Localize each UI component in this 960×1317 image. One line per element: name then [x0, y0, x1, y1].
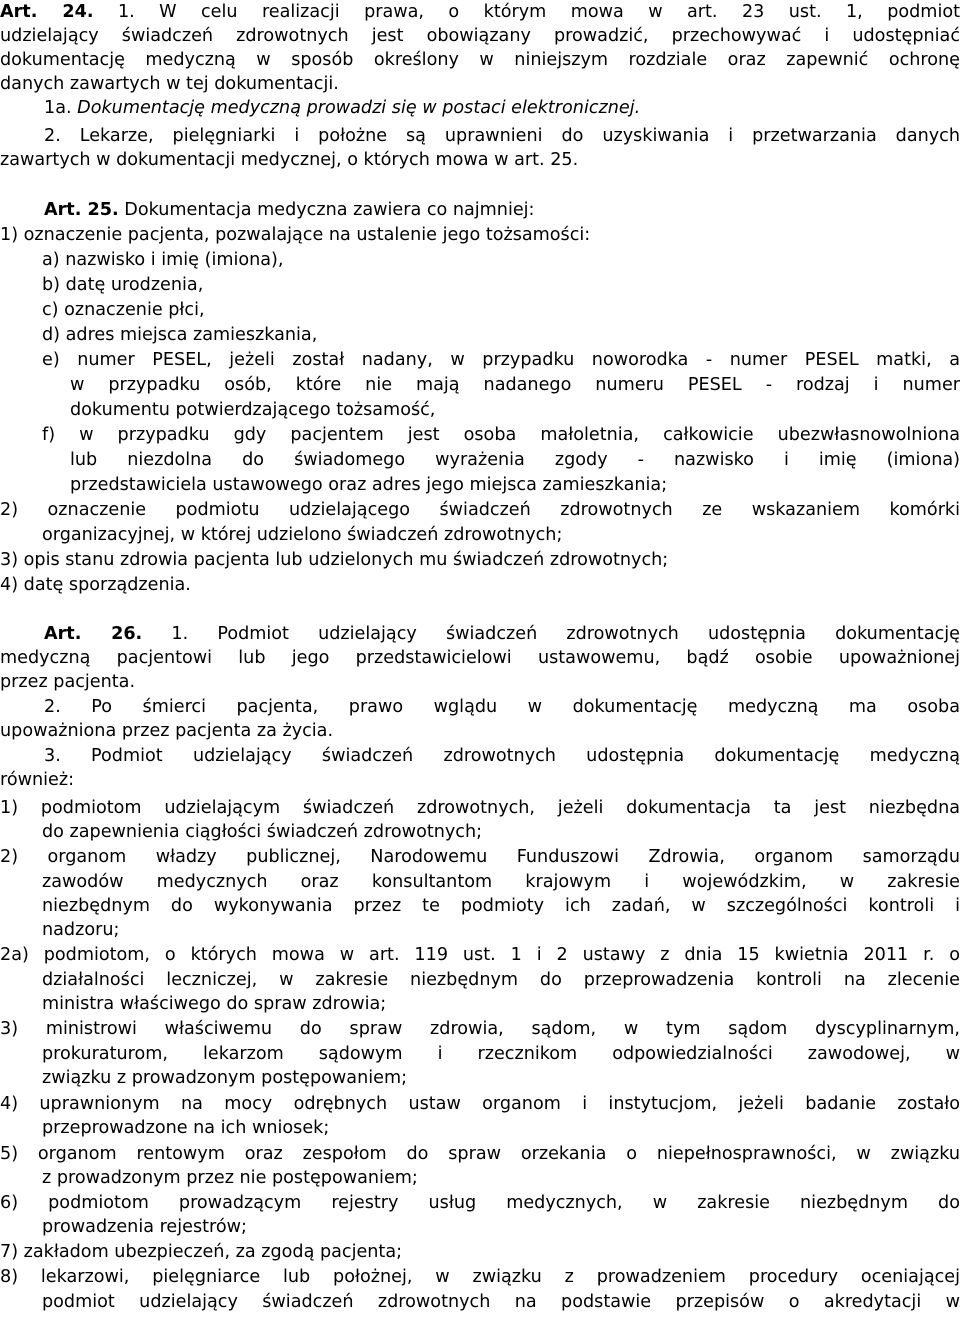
art26-item-1-line-2: do zapewnienia ciągłości świadczeń zdrowotnych;: [42, 822, 483, 842]
art26-item-2-line-2: zawodów medycznych oraz konsultantom krajowym i wojewódzkim, w zakresie: [42, 872, 960, 892]
art25-item-1e-line-1: e) numer PESEL, jeżeli został nadany, w przypadku noworodka - numer PESEL matki, a: [42, 350, 960, 370]
art25-item-4: 4) datę sporządzenia.: [0, 575, 191, 595]
art26-item-1-line-1: 1) podmiotom udzielającym świadczeń zdrowotnych, jeżeli dokumentacja ta jest niezbędna: [0, 798, 960, 818]
art25-heading: Art. 25.: [44, 200, 119, 220]
art26-par-2-line-2: upoważniona przez pacjenta za życia.: [0, 721, 334, 741]
art24-par-2-line-2: zawartych w dokumentacji medycznej, o których mowa w art. 25.: [0, 150, 579, 170]
art25-item-1f-line-1: f) w przypadku gdy pacjentem jest osoba małoletnia, całkowicie ubezwłasnowolniona: [42, 425, 960, 445]
art26-item-8-line-1: 8) lekarzowi, pielęgniarce lub położnej, w związku z prowadzeniem procedury oceniającej: [0, 1267, 960, 1287]
art26-item-4-line-2: przeprowadzone na ich wniosek;: [42, 1118, 330, 1138]
art25-item-3: 3) opis stanu zdrowia pacjenta lub udzielonych mu świadczeń zdrowotnych;: [0, 550, 669, 570]
art25-item-1e-line-3: dokumentu potwierdzającego tożsamość,: [70, 400, 436, 420]
art25-item-1d: d) adres miejsca zamieszkania,: [42, 325, 318, 345]
art24-line-3: dokumentację medyczną w sposób określony w niniejszym rozdziale oraz zapewnić ochronę: [0, 50, 960, 70]
art26-item-6-line-2: prowadzenia rejestrów;: [42, 1217, 247, 1237]
art26-item-5-line-2: z prowadzonym przez nie postępowaniem;: [42, 1168, 418, 1188]
art25-item-1c: c) oznaczenie płci,: [42, 300, 205, 320]
art26-item-5-line-1: 5) organom rentowym oraz zespołom do spraw orzekania o niepełnosprawności, w związku: [0, 1144, 960, 1164]
art26-item-2a-line-1: 2a) podmiotom, o których mowa w art. 119 ust. 1 i 2 ustawy z dnia 15 kwietnia 2011 r. o: [0, 945, 960, 965]
art26-par-2-line-1: 2. Po śmierci pacjenta, prawo wglądu w dokumentację medyczną ma osoba: [44, 697, 960, 717]
art26-line-2: medyczną pacjentowi lub jego przedstawicielowi ustawowemu, bądź osobie upoważnionej: [0, 648, 960, 668]
art25-item-1: 1) oznaczenie pacjenta, pozwalające na ustalenie jego tożsamości:: [0, 225, 591, 245]
art26-heading: Art. 26.: [44, 624, 143, 644]
art26-item-2-line-4: nadzoru;: [42, 920, 120, 940]
art26-item-8-line-2: podmiot udzielający świadczeń zdrowotnych na podstawie przepisów o akredytacji w: [42, 1292, 960, 1312]
art24-par-1a: 1a. Dokumentację medyczną prowadzi się w postaci elektronicznej.: [44, 98, 641, 118]
art24-heading: Art. 24.: [0, 2, 94, 22]
art26-par-3-line-1: 3. Podmiot udzielający świadczeń zdrowotnych udostępnia dokumentację medyczną: [44, 746, 960, 766]
art25-item-2-line-2: organizacyjnej, w której udzielono świadczeń zdrowotnych;: [42, 525, 563, 545]
art26-item-3-line-1: 3) ministrowi właściwemu do spraw zdrowia, sądom, w tym sądom dyscyplinarnym,: [0, 1019, 960, 1039]
art24-par-2-line-1: 2. Lekarze, pielęgniarki i położne są uprawnieni do uzyskiwania i przetwarzania danych: [44, 126, 960, 146]
art26-line-3: przez pacjenta.: [0, 672, 136, 692]
art26-item-7: 7) zakładom ubezpieczeń, za zgodą pacjenta;: [0, 1242, 403, 1262]
art24-line-4: danych zawartych w tej dokumentacji.: [0, 74, 339, 94]
art25-item-1f-line-2: lub niezdolna do świadomego wyrażenia zgody - nazwisko i imię (imiona): [70, 450, 960, 470]
art26-par-3-line-2: również:: [0, 770, 75, 790]
art26-item-2a-line-2: działalności leczniczej, w zakresie niezbędnym do przeprowadzenia kontroli na zlecenie: [42, 970, 960, 990]
art26-item-2a-line-3: ministra właściwego do spraw zdrowia;: [42, 994, 387, 1014]
art26-item-2-line-1: 2) organom władzy publicznej, Narodowemu Funduszowi Zdrowia, organom samorządu: [0, 847, 960, 867]
art25-item-1a: a) nazwisko i imię (imiona),: [42, 250, 284, 270]
art24-line-2: udzielający świadczeń zdrowotnych jest obowiązany prowadzić, przechowywać i udostępniać: [0, 26, 960, 46]
art26-item-3-line-2: prokuraturom, lekarzom sądowym i rzecznikom odpowiedzialności zawodowej, w: [42, 1044, 960, 1064]
art25-item-1b: b) datę urodzenia,: [42, 275, 204, 295]
art26-item-3-line-3: związku z prowadzonym postępowaniem;: [42, 1068, 408, 1088]
art25-item-1f-line-3: przedstawiciela ustawowego oraz adres jego miejsca zamieszkania;: [70, 475, 668, 495]
art25-item-2-line-1: 2) oznaczenie podmiotu udzielającego świadczeń zdrowotnych ze wskazaniem komórki: [0, 500, 960, 520]
art26-line-1: Art. 26. 1. Podmiot udzielający świadczeń zdrowotnych udostępnia dokumentację: [44, 624, 960, 644]
art26-item-6-line-1: 6) podmiotom prowadzącym rejestry usług medycznych, w zakresie niezbędnym do: [0, 1193, 960, 1213]
art24-line-1: Art. 24. 1. W celu realizacji prawa, o którym mowa w art. 23 ust. 1, podmiot: [0, 2, 960, 22]
art26-item-2-line-3: niezbędnym do wykonywania przez te podmioty ich zadań, w szczególności kontroli i: [42, 896, 960, 916]
art25-item-1e-line-2: w przypadku osób, które nie mają nadanego numeru PESEL - rodzaj i numer: [70, 375, 960, 395]
art25-line-1: Art. 25. Dokumentacja medyczna zawiera co najmniej:: [44, 200, 535, 220]
art26-item-4-line-1: 4) uprawnionym na mocy odrębnych ustaw organom i instytucjom, jeżeli badanie zostało: [0, 1094, 960, 1114]
